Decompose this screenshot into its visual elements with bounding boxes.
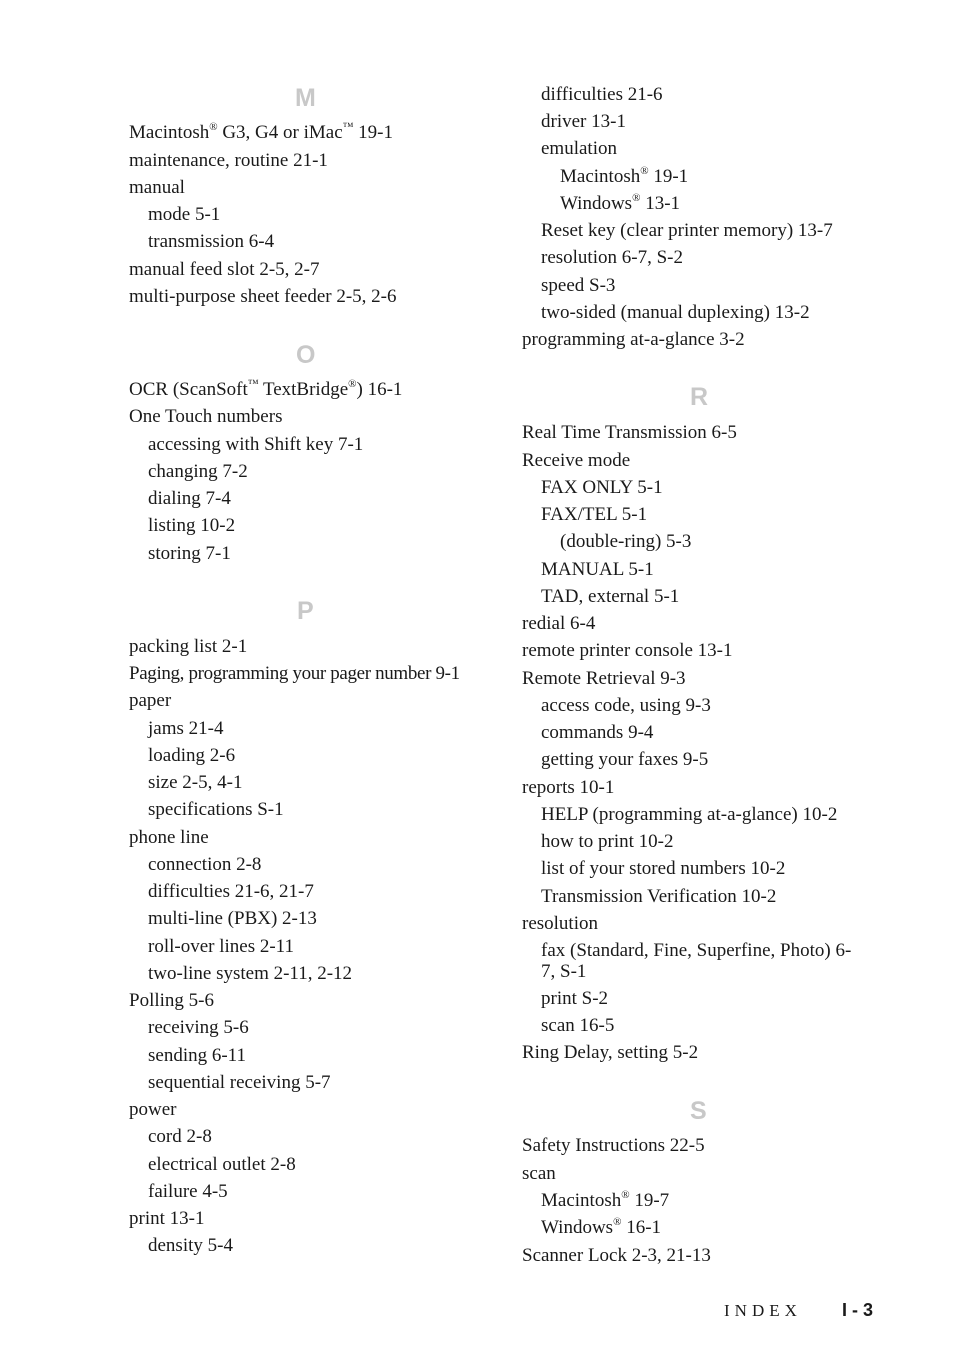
index-subentry-reset-key: Reset key (clear printer memory) 13-7 <box>541 220 833 241</box>
index-entry-manual-feed: manual feed slot 2-5, 2-7 <box>129 259 320 280</box>
index-entry-real-time: Real Time Transmission 6-5 <box>522 422 737 443</box>
index-entry-ocr: OCR (ScanSoft™ TextBridge®) 16-1 <box>129 378 403 400</box>
index-subentry-mode: mode 5-1 <box>148 204 221 225</box>
index-subentry-jams: jams 21-4 <box>148 718 224 739</box>
index-subentry-print: print S-2 <box>541 988 609 1009</box>
index-subentry-failure: failure 4-5 <box>148 1181 228 1202</box>
index-subentry-receiving: receiving 5-6 <box>148 1017 249 1038</box>
index-subentry-scan-macintosh: Macintosh® 19-7 <box>541 1189 670 1211</box>
index-entry-reports: reports 10-1 <box>522 777 615 798</box>
index-subentry-listing: listing 10-2 <box>148 515 236 536</box>
index-subentry-difficulties: difficulties 21-6 <box>541 84 663 105</box>
section-letter-m: M <box>295 84 316 112</box>
index-entry-resolution: resolution <box>522 913 598 934</box>
index-entry-one-touch: One Touch numbers <box>129 406 283 427</box>
index-entry-polling: Polling 5-6 <box>129 990 214 1011</box>
index-subentry-fax-tel: FAX/TEL 5-1 <box>541 504 648 525</box>
index-subentry-two-line: two-line system 2-11, 2-12 <box>148 963 353 984</box>
section-letter-o: O <box>296 341 316 369</box>
index-subentry-double-ring: (double-ring) 5-3 <box>560 531 692 552</box>
footer-section-label: INDEX <box>724 1301 802 1320</box>
index-entry-macintosh: Macintosh® G3, G4 or iMac™ 19-1 <box>129 121 393 143</box>
index-entry-power: power <box>129 1099 177 1120</box>
index-subentry-emulation: emulation <box>541 138 617 159</box>
index-subentry-emulation-windows: Windows® 13-1 <box>560 192 681 214</box>
index-subentry-tad: TAD, external 5-1 <box>541 586 680 607</box>
index-entry-manual: manual <box>129 177 185 198</box>
footer-page-number: I - 3 <box>842 1300 874 1320</box>
index-entry-paper: paper <box>129 690 172 711</box>
index-subentry-resolution: resolution 6-7, S-2 <box>541 247 683 268</box>
index-subentry-connection: connection 2-8 <box>148 854 262 875</box>
index-subentry-dialing: dialing 7-4 <box>148 488 231 509</box>
index-subentry-sending: sending 6-11 <box>148 1045 246 1066</box>
index-entry-paging: Paging, programming your pager number 9-1 <box>129 663 460 684</box>
index-subentry-specifications: specifications S-1 <box>148 799 284 820</box>
index-entry-redial: redial 6-4 <box>522 613 596 634</box>
index-entry-programming: programming at-a-glance 3-2 <box>522 329 745 350</box>
section-letter-r: R <box>690 383 709 411</box>
index-subentry-getting-faxes: getting your faxes 9-5 <box>541 749 709 770</box>
index-subentry-loading: loading 2-6 <box>148 745 236 766</box>
index-subentry-accessing: accessing with Shift key 7-1 <box>148 434 364 455</box>
index-subentry-size: size 2-5, 4-1 <box>148 772 243 793</box>
index-subentry-multi-line: multi-line (PBX) 2-13 <box>148 908 317 929</box>
section-letter-p: P <box>297 597 314 625</box>
index-subentry-difficulties: difficulties 21-6, 21-7 <box>148 881 314 902</box>
index-subentry-density: density 5-4 <box>148 1235 233 1256</box>
index-subentry-list-stored: list of your stored numbers 10-2 <box>541 858 786 879</box>
index-subentry-access-code: access code, using 9-3 <box>541 695 711 716</box>
index-subentry-commands: commands 9-4 <box>541 722 654 743</box>
index-subentry-driver: driver 13-1 <box>541 111 626 132</box>
index-subentry-cord: cord 2-8 <box>148 1126 212 1147</box>
index-subentry-scan: scan 16-5 <box>541 1015 615 1036</box>
index-entry-packing: packing list 2-1 <box>129 636 248 657</box>
index-subentry-fax-only: FAX ONLY 5-1 <box>541 477 663 498</box>
index-entry-phone-line: phone line <box>129 827 209 848</box>
section-letter-s: S <box>690 1097 707 1125</box>
index-entry-maintenance: maintenance, routine 21-1 <box>129 150 328 171</box>
index-subentry-manual: MANUAL 5-1 <box>541 559 654 580</box>
index-entry-ring-delay: Ring Delay, setting 5-2 <box>522 1042 699 1063</box>
index-entry-safety: Safety Instructions 22-5 <box>522 1135 705 1156</box>
index-subentry-changing: changing 7-2 <box>148 461 248 482</box>
index-subentry-how-to-print: how to print 10-2 <box>541 831 674 852</box>
index-subentry-storing: storing 7-1 <box>148 543 231 564</box>
index-entry-receive-mode: Receive mode <box>522 450 631 471</box>
index-subentry-sequential: sequential receiving 5-7 <box>148 1072 331 1093</box>
index-subentry-fax-resolution: fax (Standard, Fine, Superfine, Photo) 6-7, S-1 <box>541 940 852 982</box>
index-entry-print: print 13-1 <box>129 1208 205 1229</box>
index-subentry-roll-over: roll-over lines 2-11 <box>148 936 294 957</box>
index-subentry-scan-windows: Windows® 16-1 <box>541 1216 662 1238</box>
index-entry-remote-retrieval: Remote Retrieval 9-3 <box>522 668 686 689</box>
index-subentry-help: HELP (programming at-a-glance) 10-2 <box>541 804 838 825</box>
index-subentry-transmission-verification: Transmission Verification 10-2 <box>541 886 777 907</box>
index-entry-scan: scan <box>522 1163 556 1184</box>
index-subentry-two-sided: two-sided (manual duplexing) 13-2 <box>541 302 810 323</box>
index-entry-remote-console: remote printer console 13-1 <box>522 640 733 661</box>
index-subentry-electrical: electrical outlet 2-8 <box>148 1154 296 1175</box>
index-subentry-speed: speed S-3 <box>541 275 616 296</box>
index-subentry-transmission: transmission 6-4 <box>148 231 275 252</box>
index-entry-multi-purpose: multi-purpose sheet feeder 2-5, 2-6 <box>129 286 397 307</box>
index-entry-scanner-lock: Scanner Lock 2-3, 21-13 <box>522 1245 711 1266</box>
index-subentry-emulation-macintosh: Macintosh® 19-1 <box>560 165 689 187</box>
